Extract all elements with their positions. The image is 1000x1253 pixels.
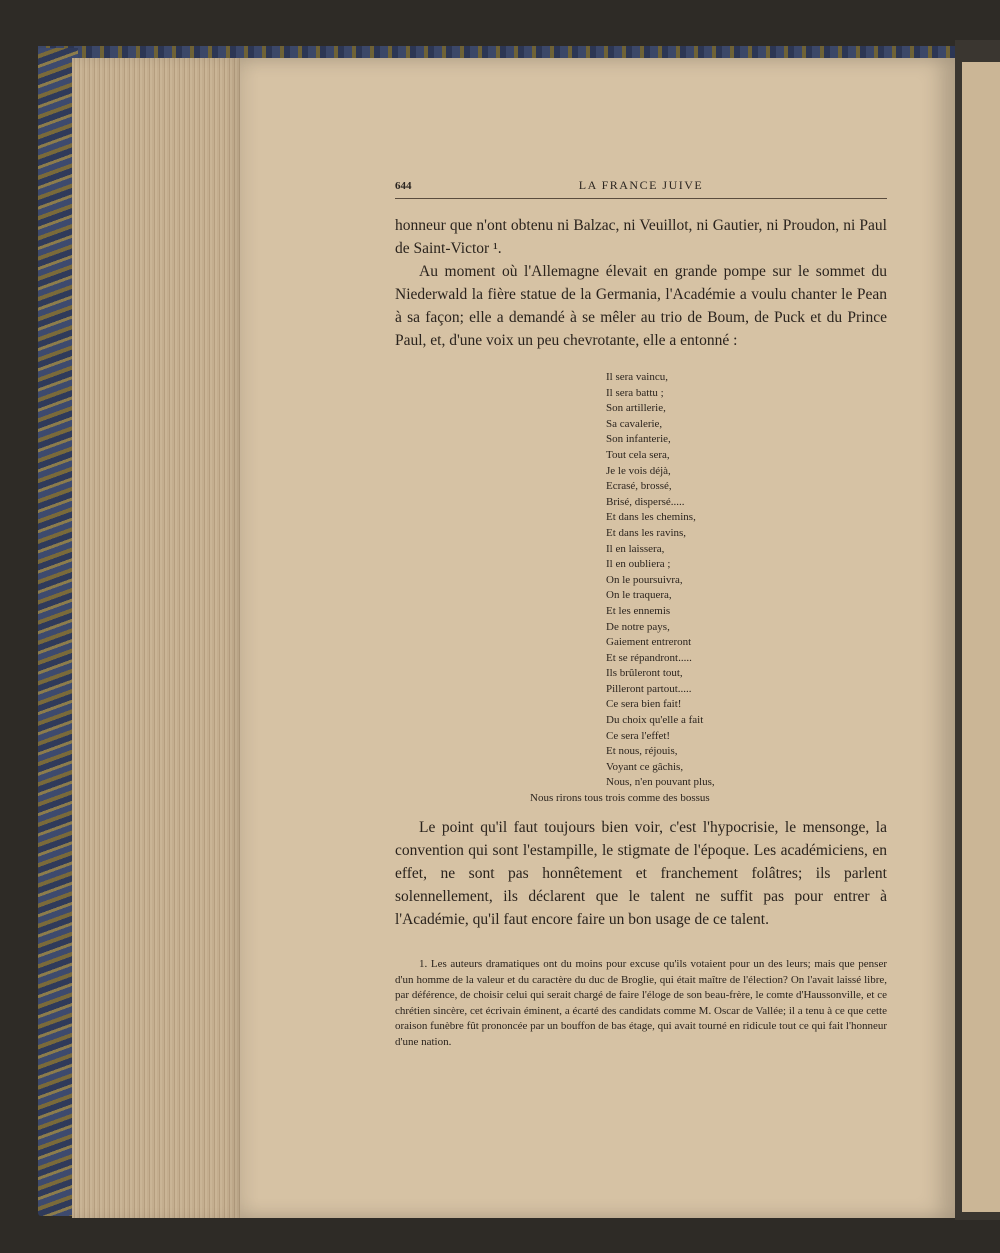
- right-page-edge: [962, 62, 1000, 1212]
- poem-line: Ce sera l'effet!: [606, 729, 671, 742]
- footnote: 1. Les auteurs dramatiques ont du moins pour excuse qu'ils votaient pour un des leurs; mais que penser d'un homme de la valeur et du caractère du duc de Broglie, qui était maître de l'élection? On l'avait laissé libre, par déférence, de choisir celui qui serait chargé de faire l'éloge de son beau-frère, le comte d'Haussonville, et ce chrétien sincère, cet écrivain éminent, a écarté des candidats comme M. Oscar de Vallée; il a tenu à ce que cette oraison funèbre fût prononcée par un bouffon de bas étage, qui avait tourné en ridicule tout ce qui fait l'honneur d'une nation.: [395, 958, 887, 1048]
- paragraph-2: Au moment où l'Allemagne élevait en grande pompe sur le sommet du Niederwald la fière statue de la Germania, l'Académie a voulu chanter le Pean à sa façon; elle a demandé à se mêler au trio de Boum, de Puck et du Prince Paul, et, d'une voix un peu chevrotante, elle a entonné :: [395, 263, 887, 349]
- poem-line: Je le vois déjà,: [606, 464, 671, 477]
- poem-line: Pilleront partout.....: [606, 682, 692, 695]
- page-number: 644: [395, 180, 412, 192]
- poem-line: De notre pays,: [606, 620, 670, 633]
- poem-line: Ils brûleront tout,: [606, 667, 683, 680]
- poem-line: Tout cela sera,: [606, 448, 670, 461]
- poem-line: Son infanterie,: [606, 433, 671, 446]
- poem-line: Son artillerie,: [606, 402, 666, 415]
- poem-line: Il sera vaincu,: [606, 371, 668, 383]
- poem-line: Du choix qu'elle a fait: [606, 714, 704, 727]
- poem-line: Nous, n'en pouvant plus,: [606, 776, 715, 789]
- poem-line: Brisé, dispersé.....: [606, 495, 685, 508]
- poem-line: Il en laissera,: [606, 542, 665, 555]
- poem-line: Il sera battu ;: [606, 386, 664, 399]
- poem: [530, 370, 890, 807]
- page-header: [395, 178, 887, 199]
- poem-line: Et les ennemis: [606, 604, 671, 617]
- poem-line: On le poursuivra,: [606, 573, 683, 586]
- paragraph-1: honneur que n'ont obtenu ni Balzac, ni Veuillot, ni Gautier, ni Proudon, ni Paul de Saint-Victor ¹.: [395, 217, 887, 257]
- running-title: LA FRANCE JUIVE: [578, 178, 704, 192]
- poem-line: Et dans les chemins,: [606, 511, 696, 524]
- poem-line: Gaiement entreront: [606, 636, 692, 649]
- poem-line: Il en oubliera ;: [606, 558, 671, 571]
- poem-line: Ecrasé, brossé,: [606, 480, 672, 493]
- poem-line: Sa cavalerie,: [606, 417, 663, 430]
- page-edges: [72, 58, 242, 1218]
- poem-line: Et dans les ravins,: [606, 526, 687, 539]
- poem-line: Ce sera bien fait!: [606, 698, 682, 711]
- poem-line: Et nous, réjouis,: [606, 745, 678, 758]
- poem-line: Nous rirons tous trois comme des bossus: [530, 792, 710, 805]
- paragraph-3: Le point qu'il faut toujours bien voir, c'est l'hypocrisie, le mensonge, la convention qui sont l'estampille, le stigmate de l'époque. Les académiciens, en effet, ne sont pas honnêtement et franchement folâtres; ils parlent solennellement, ils déclarent que le talent ne suffit pas pour entrer à l'Académie, qu'il faut encore faire un bon usage de ce talent.: [395, 819, 887, 928]
- poem-line: On le traquera,: [606, 589, 672, 602]
- poem-line: Et se répandront.....: [606, 651, 692, 664]
- poem-line: Voyant ce gâchis,: [606, 760, 684, 773]
